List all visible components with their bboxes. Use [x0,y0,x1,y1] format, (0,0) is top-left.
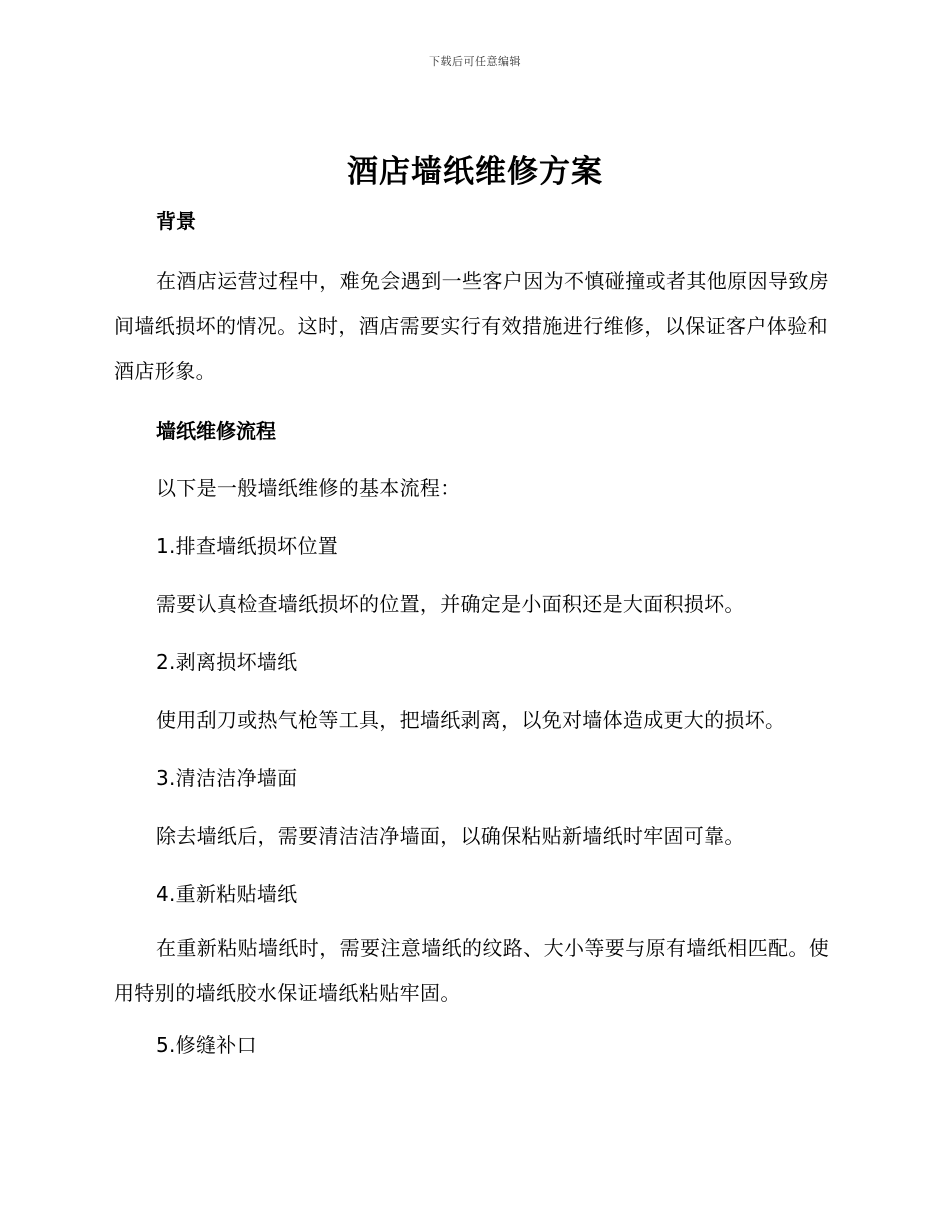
step-title: 2.剥离损坏墙纸 [156,650,298,674]
step-description: 需要认真检查墙纸损坏的位置，并确定是小面积还是大面积损坏。 [156,592,745,616]
process-heading: 墙纸维修流程 [156,419,276,443]
step-title: 3.清洁洁净墙面 [156,766,298,790]
step-description: 除去墙纸后，需要清洁洁净墙面，以确保粘贴新墙纸时牢固可靠。 [156,824,745,848]
step-title: 1.排查墙纸损坏位置 [156,534,339,558]
step-description: 在重新粘贴墙纸时，需要注意墙纸的纹路、大小等要与原有墙纸相匹配。使用特别的墙纸胶水保证墙纸粘贴牢固。 [114,936,830,1005]
step-title: 5.修缝补口 [156,1033,257,1057]
document-title: 酒店墙纸维修方案 [347,154,603,190]
background-paragraph: 在酒店运营过程中，难免会遇到一些客户因为不慎碰撞或者其他原因导致房间墙纸损坏的情况。这时，酒店需要实行有效措施进行维修，以保证客户体验和酒店形象。 [114,269,830,383]
process-intro: 以下是一般墙纸维修的基本流程： [156,476,461,500]
header-note: 下载后可任意编辑 [429,55,521,68]
step-description: 使用刮刀或热气枪等工具，把墙纸剥离，以免对墙体造成更大的损坏。 [156,708,786,732]
background-heading: 背景 [156,209,196,233]
step-title: 4.重新粘贴墙纸 [156,882,298,906]
document-body [114,204,834,1062]
